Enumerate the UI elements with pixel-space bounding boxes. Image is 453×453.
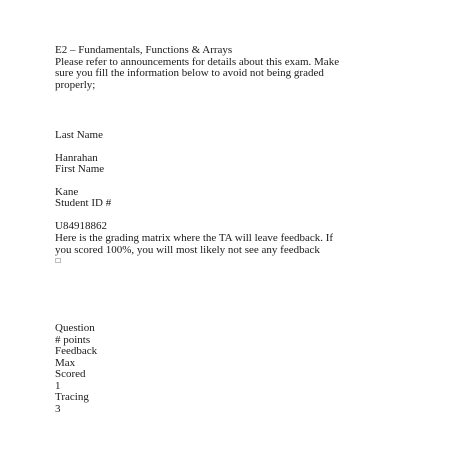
- instructions-line-3: properly;: [55, 78, 96, 91]
- student-id-value: U84918862: [55, 219, 107, 232]
- grading-intro: [55, 233, 415, 268]
- student-id-label: Student ID #: [55, 197, 112, 209]
- instructions-line-1: Please refer to announcements for details about this exam. Make: [55, 55, 340, 68]
- matrix-row1-number: 1: [55, 379, 61, 392]
- checkbox-icon[interactable]: ☐: [55, 257, 62, 265]
- exam-title: E2 – Fundamentals, Functions & Arrays: [55, 44, 233, 56]
- first-name-label: First Name: [55, 163, 105, 175]
- matrix-header-scored: Scored: [55, 368, 86, 380]
- instructions-line-2: sure you fill the information below to avoid not being graded: [55, 67, 324, 79]
- last-name-label: Last Name: [55, 129, 103, 141]
- grading-intro-line-1: Here is the grading matrix where the TA will leave feedback. If: [55, 232, 334, 244]
- matrix-header-feedback: Feedback: [55, 345, 98, 357]
- grading-intro-line-2: you scored 100%, you will most likely not see any feedback: [55, 243, 320, 256]
- exam-header: [55, 45, 415, 91]
- matrix-row1-topic: Tracing: [55, 391, 89, 403]
- matrix-row1-max: 3: [55, 402, 61, 415]
- matrix-header-question: Question: [55, 322, 95, 334]
- last-name-value: Hanrahan: [55, 151, 98, 164]
- matrix-header-points: # points: [55, 333, 91, 346]
- matrix-header-max: Max: [55, 356, 76, 369]
- student-info: [55, 130, 415, 232]
- first-name-value: Kane: [55, 185, 79, 198]
- grading-matrix: [55, 323, 415, 415]
